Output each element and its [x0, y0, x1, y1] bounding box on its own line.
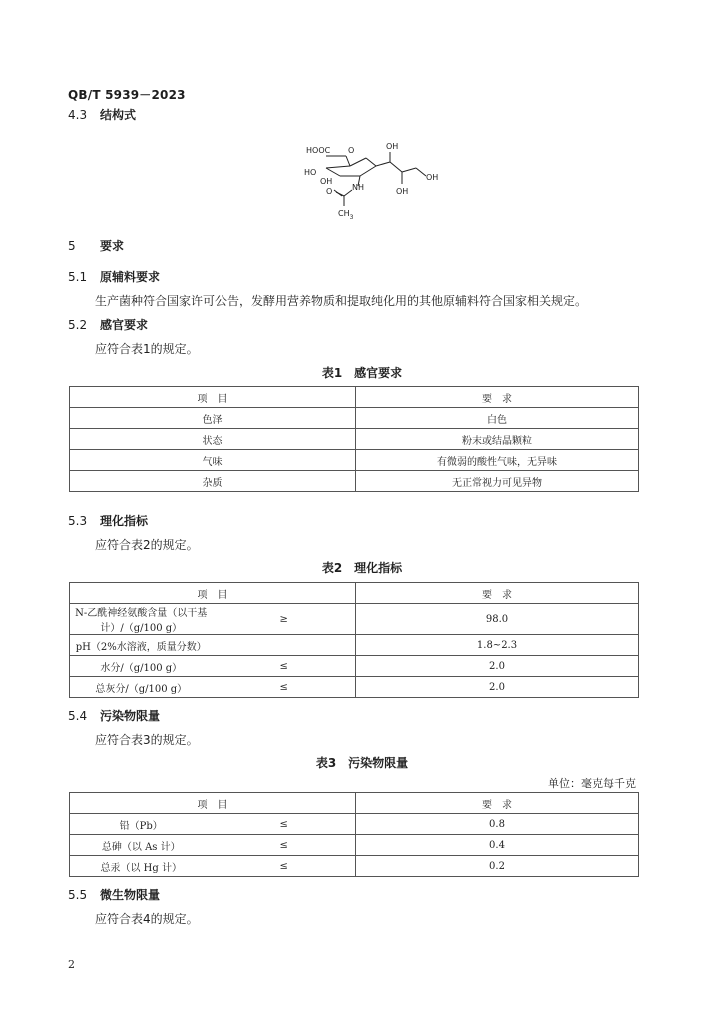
methyl-label: $CH_3$ — [338, 209, 354, 221]
item-cell: N-乙酰神经氨酸含量（以干基计）/（g/100 g） — [70, 604, 213, 635]
table-row — [70, 635, 639, 656]
oh-bottom-label: OH — [396, 187, 409, 196]
section-5-4-text: 应符合表3的规定。 — [95, 733, 199, 747]
item-cell: 气味 — [70, 450, 356, 471]
table-1 — [69, 386, 639, 492]
structural-formula-drawing — [290, 138, 450, 228]
header-requirement: 要 求 — [356, 583, 639, 604]
table-3-caption: 表3 污染物限量 — [315, 756, 409, 770]
item-cell: 总灰分/（g/100 g） — [70, 677, 213, 698]
requirement-cell: 粉末或结晶颗粒 — [356, 429, 639, 450]
section-title: 理化指标 — [100, 514, 149, 528]
requirement-cell: 98.0 — [356, 604, 639, 635]
requirement-cell: 无正常视力可见异物 — [356, 471, 639, 492]
item-cell: 总汞（以 Hg 计） — [70, 856, 213, 877]
header-item: 项 目 — [70, 793, 356, 814]
table-row — [70, 856, 639, 877]
table-row — [70, 677, 639, 698]
table-row — [70, 656, 639, 677]
ho-left-label: HO — [304, 168, 317, 177]
table-row — [70, 835, 639, 856]
oh-ring-label: OH — [320, 177, 333, 186]
table-3-unit: 单位：毫克每千克 — [548, 777, 636, 790]
section-5-1-text: 生产菌种符合国家许可公告，发酵用营养物质和提取纯化用的其他原辅料符合国家相关规定。 — [95, 294, 588, 308]
item-cell: 杂质 — [70, 471, 356, 492]
section-title: 原辅料要求 — [100, 270, 161, 284]
section-title: 污染物限量 — [100, 709, 161, 723]
section-5-3-text: 应符合表2的规定。 — [95, 538, 199, 552]
table-row — [70, 814, 639, 835]
standard-code: QB/T 5939－2023 — [68, 88, 186, 102]
section-5-4-heading — [68, 707, 160, 724]
table-row — [70, 450, 639, 471]
item-cell: 水分/（g/100 g） — [70, 656, 213, 677]
cooh-label: HOOC — [306, 146, 331, 155]
operator-cell: ≤ — [213, 856, 356, 877]
item-cell: 状态 — [70, 429, 356, 450]
section-number: 5.5 — [68, 888, 88, 902]
requirement-cell: 0.2 — [356, 856, 639, 877]
section-5-5-text: 应符合表4的规定。 — [95, 912, 199, 926]
section-5-5-heading — [68, 886, 160, 903]
section-number: 5.3 — [68, 514, 88, 528]
header-requirement: 要 求 — [356, 793, 639, 814]
table-row — [70, 429, 639, 450]
oh-top-label: OH — [386, 142, 399, 151]
section-title: 结构式 — [100, 108, 137, 122]
section-5-3-heading — [68, 512, 148, 529]
operator-cell: ≤ — [213, 835, 356, 856]
operator-cell — [213, 635, 356, 656]
table-2-caption: 表2 理化指标 — [321, 561, 403, 575]
section-title: 微生物限量 — [100, 888, 161, 902]
requirement-cell: 1.8~2.3 — [356, 635, 639, 656]
table-row — [70, 408, 639, 429]
header-requirement: 要 求 — [356, 387, 639, 408]
table-row — [70, 604, 639, 635]
operator-cell: ≤ — [213, 656, 356, 677]
requirement-cell: 0.8 — [356, 814, 639, 835]
section-number: 5.2 — [68, 318, 88, 332]
section-number: 5.4 — [68, 709, 88, 723]
item-cell: 色泽 — [70, 408, 356, 429]
section-5-2-heading — [68, 316, 148, 333]
section-title: 感官要求 — [100, 318, 149, 332]
table-row — [70, 471, 639, 492]
section-number: 5.1 — [68, 270, 88, 284]
requirement-cell: 有微弱的酸性气味，无异味 — [356, 450, 639, 471]
requirement-cell: 2.0 — [356, 677, 639, 698]
header-item: 项 目 — [70, 387, 356, 408]
table-1-caption: 表1 感官要求 — [321, 366, 403, 380]
section-5-1-heading — [68, 268, 160, 285]
item-cell: pH（2%水溶液，质量分数） — [70, 635, 213, 656]
requirement-cell: 白色 — [356, 408, 639, 429]
section-4-3-heading — [68, 106, 136, 123]
operator-cell: ≤ — [213, 677, 356, 698]
item-cell: 铅（Pb） — [70, 814, 213, 835]
structural-formula — [290, 138, 450, 232]
header-item: 项 目 — [70, 583, 356, 604]
page-number: 2 — [68, 958, 75, 971]
section-number: 4.3 — [68, 108, 88, 122]
item-cell: 总砷（以 As 计） — [70, 835, 213, 856]
ring-oxygen-label: O — [348, 146, 355, 155]
operator-cell: ≥ — [213, 604, 356, 635]
table-header-row — [70, 387, 639, 408]
table-header-row — [70, 583, 639, 604]
carbonyl-oxygen-label: O — [326, 187, 333, 196]
operator-cell: ≤ — [213, 814, 356, 835]
nh-label: NH — [352, 183, 364, 192]
section-5-2-text: 应符合表1的规定。 — [95, 342, 199, 356]
oh-right-label: OH — [426, 173, 439, 182]
requirement-cell: 0.4 — [356, 835, 639, 856]
section-number: 5 — [68, 239, 76, 253]
table-2 — [69, 582, 639, 698]
section-title: 要求 — [100, 239, 125, 253]
table-3 — [69, 792, 639, 877]
table-header-row — [70, 793, 639, 814]
requirement-cell: 2.0 — [356, 656, 639, 677]
section-5-heading — [68, 237, 124, 254]
